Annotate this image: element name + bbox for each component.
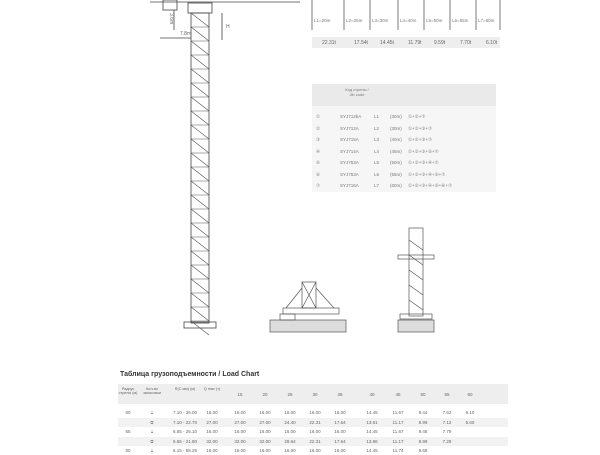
span-header: L4=40m: [400, 18, 417, 23]
load-value: 7.62: [442, 410, 452, 415]
table-row: [118, 408, 508, 417]
load-value: 27.00: [259, 419, 271, 425]
column-header: 30: [312, 392, 318, 397]
jib-l: L4: [374, 148, 380, 154]
radius-range: 6.65 - 26.10: [172, 429, 198, 434]
radius-range: 6.15 - 58.25: [172, 448, 198, 453]
load-chart-title: Таблица грузоподъемности / Load Chart: [120, 371, 260, 378]
jib-n: ⑦: [316, 183, 321, 188]
table-row: [118, 418, 508, 427]
table-row: [118, 427, 508, 436]
load-value: 8.99: [418, 419, 428, 425]
jib-len: (55m): [390, 171, 402, 177]
load-value: 9.44: [418, 410, 428, 415]
jib-len: (30m): [390, 125, 402, 131]
jib-code: SYJ716A: [340, 183, 359, 188]
jib-len: (60m): [390, 183, 402, 188]
load-value: 16.00: [234, 448, 246, 453]
load-value: 16.00: [206, 429, 218, 434]
load-value: 16.00: [284, 410, 296, 415]
span-capacity-table: [312, 0, 502, 52]
table-row: [118, 446, 508, 455]
span-header: L2=25m: [346, 18, 363, 23]
jib-l: L5: [374, 160, 380, 165]
load-value: 16.00: [206, 448, 218, 453]
load-value: 7.79: [442, 429, 452, 434]
hook-2-fall-icon: ⇣: [150, 410, 154, 415]
jib-l: L3: [374, 137, 380, 142]
load-value: 14.45: [366, 410, 378, 415]
jib-combo: ①+②+③+⑦: [408, 137, 433, 142]
span-header: L7=60m: [478, 18, 495, 23]
load-value: 16.00: [284, 429, 296, 434]
load-value: 16.00: [259, 429, 271, 434]
span-header: L6=55m: [452, 18, 469, 23]
jib-len: (30m): [390, 114, 402, 119]
load-value: 32.00: [259, 438, 271, 444]
jib-code: SYJ712A: [340, 125, 359, 131]
jib-combo: ①+②+③+⑦: [408, 125, 433, 131]
column-header: 55: [444, 392, 450, 397]
jib-combo: ①+②+③+④+⑤+⑦: [408, 171, 446, 177]
hook-4-fall-icon: ⩌: [150, 419, 154, 425]
jib-n: ②: [316, 125, 321, 131]
column-header: 20: [262, 392, 268, 397]
span-capacity: 7.70t: [460, 40, 472, 46]
column-header: 45: [395, 392, 401, 397]
jib-len: (50m): [390, 160, 402, 165]
load-value: 14.45: [366, 429, 378, 434]
span-capacity: 14.45t: [380, 40, 394, 46]
jib-code: SYJ714A: [340, 148, 359, 154]
jib-len: (45m): [390, 148, 402, 154]
hook-4-fall-icon: ⩌: [150, 438, 154, 444]
load-value: 16.00: [334, 410, 346, 415]
load-value: 22.31: [309, 419, 321, 425]
load-value: 16.00: [309, 410, 321, 415]
load-value: 17.64: [334, 438, 346, 444]
jib-len: (40m): [390, 137, 402, 142]
dim-label: H: [226, 24, 230, 30]
radius-range: 7.10 - 36.00: [172, 410, 198, 415]
tower-elevation: [150, 0, 300, 328]
span-capacity: 11.79t: [408, 40, 422, 46]
load-value: 11.17: [392, 438, 404, 444]
load-value: 8.99: [418, 438, 428, 444]
span-header: L1=20m: [314, 18, 331, 23]
span-capacity: 9.59t: [434, 40, 446, 46]
boom-length: 60: [125, 410, 131, 415]
column-header: 60: [467, 392, 473, 397]
load-value: 27.00: [234, 419, 246, 425]
load-value: 22.31: [309, 438, 321, 444]
jib-n: ⑤: [316, 160, 321, 165]
load-value: 6.10: [465, 410, 475, 415]
load-value: 32.00: [206, 438, 218, 444]
load-value: 11.17: [392, 419, 404, 425]
load-value: 28.64: [284, 438, 296, 444]
load-value: 16.00: [334, 448, 346, 453]
hook-2-fall-icon: ⇣: [150, 429, 154, 434]
boom-length: 55: [125, 429, 131, 434]
load-value: 13.61: [366, 419, 378, 425]
column-header: Q max (т): [203, 387, 221, 391]
span-capacity: 17.54t: [354, 40, 368, 46]
jib-row: [312, 179, 496, 192]
load-value: 14.45: [366, 448, 378, 453]
span-capacity: 6.10t: [486, 40, 498, 46]
load-value: 5.60: [465, 419, 475, 425]
jib-n: ③: [316, 137, 321, 142]
jib-n: ①: [316, 114, 321, 119]
column-header: Радиус стрелы (м): [118, 387, 138, 395]
load-value: 16.00: [284, 448, 296, 453]
radius-range: 7.10 - 22.70: [172, 419, 198, 425]
load-value: 11.67: [392, 429, 404, 434]
jib-combo: ①+②+⑦: [408, 114, 426, 119]
load-value: 16.00: [206, 410, 218, 415]
load-value: 16.00: [309, 429, 321, 434]
jib-l: L6: [374, 171, 380, 177]
jib-combo: ①+②+③+④+⑤+⑥+⑦: [408, 183, 453, 188]
column-header: 50: [420, 392, 426, 397]
column-header: 15: [237, 392, 243, 397]
jib-combination-table: [312, 84, 496, 192]
boom-length: 50: [125, 448, 131, 453]
radius-range: 6.65 - 21.80: [172, 438, 198, 444]
column-header: 25: [287, 392, 293, 397]
span-header: L5=50m: [426, 18, 443, 23]
column-header: 40: [369, 392, 375, 397]
load-value: 7.12: [442, 419, 452, 425]
jib-l: L1: [374, 114, 380, 119]
jib-combo: ①+②+③+⑤+⑦: [408, 148, 439, 154]
load-value: 32.00: [234, 438, 246, 444]
load-value: 7.29: [442, 438, 452, 444]
jib-n: ⑥: [316, 171, 321, 177]
jib-l: L7: [374, 183, 380, 188]
jib-code: SYJ753A: [340, 171, 359, 177]
span-header: L3=30m: [372, 18, 389, 23]
load-value: 11.67: [392, 410, 404, 415]
load-value: 11.74: [392, 448, 404, 453]
dim-label: 7.8m: [180, 31, 192, 37]
jib-header: Код стрелы / Jib code: [345, 87, 369, 97]
load-value: 24.40: [284, 419, 296, 425]
load-value: 16.00: [234, 410, 246, 415]
load-value: 17.64: [334, 419, 346, 425]
dim-label: 3.6m: [168, 13, 174, 25]
jib-code: SYJ753A: [340, 160, 359, 165]
foundation-base-drawing: [270, 282, 346, 332]
load-value: 9.68: [418, 448, 428, 453]
jib-l: L2: [374, 125, 380, 131]
jib-n: ④: [316, 148, 321, 154]
span-capacity: 22.31t: [322, 40, 336, 46]
load-value: 27.00: [206, 419, 218, 425]
load-value: 13.86: [366, 438, 378, 444]
jib-code: SYJ712bA: [340, 114, 362, 119]
jib-combo: ①+②+③+④+⑦: [408, 160, 439, 165]
load-value: 16.00: [334, 429, 346, 434]
load-value: 9.48: [418, 429, 428, 434]
load-value: 16.00: [259, 448, 271, 453]
column-header: 35: [337, 392, 343, 397]
climbing-section-drawing: [398, 228, 434, 332]
jib-code: SYJ715A: [340, 137, 359, 142]
hook-2-fall-icon: ⇣: [150, 448, 154, 453]
load-value: 16.00: [259, 410, 271, 415]
column-header: R(С мм) (м): [174, 387, 196, 391]
load-value: 16.00: [234, 429, 246, 434]
column-header: Кол-во запасовки: [143, 387, 161, 395]
load-value: 16.00: [309, 448, 321, 453]
table-row: [118, 437, 508, 446]
